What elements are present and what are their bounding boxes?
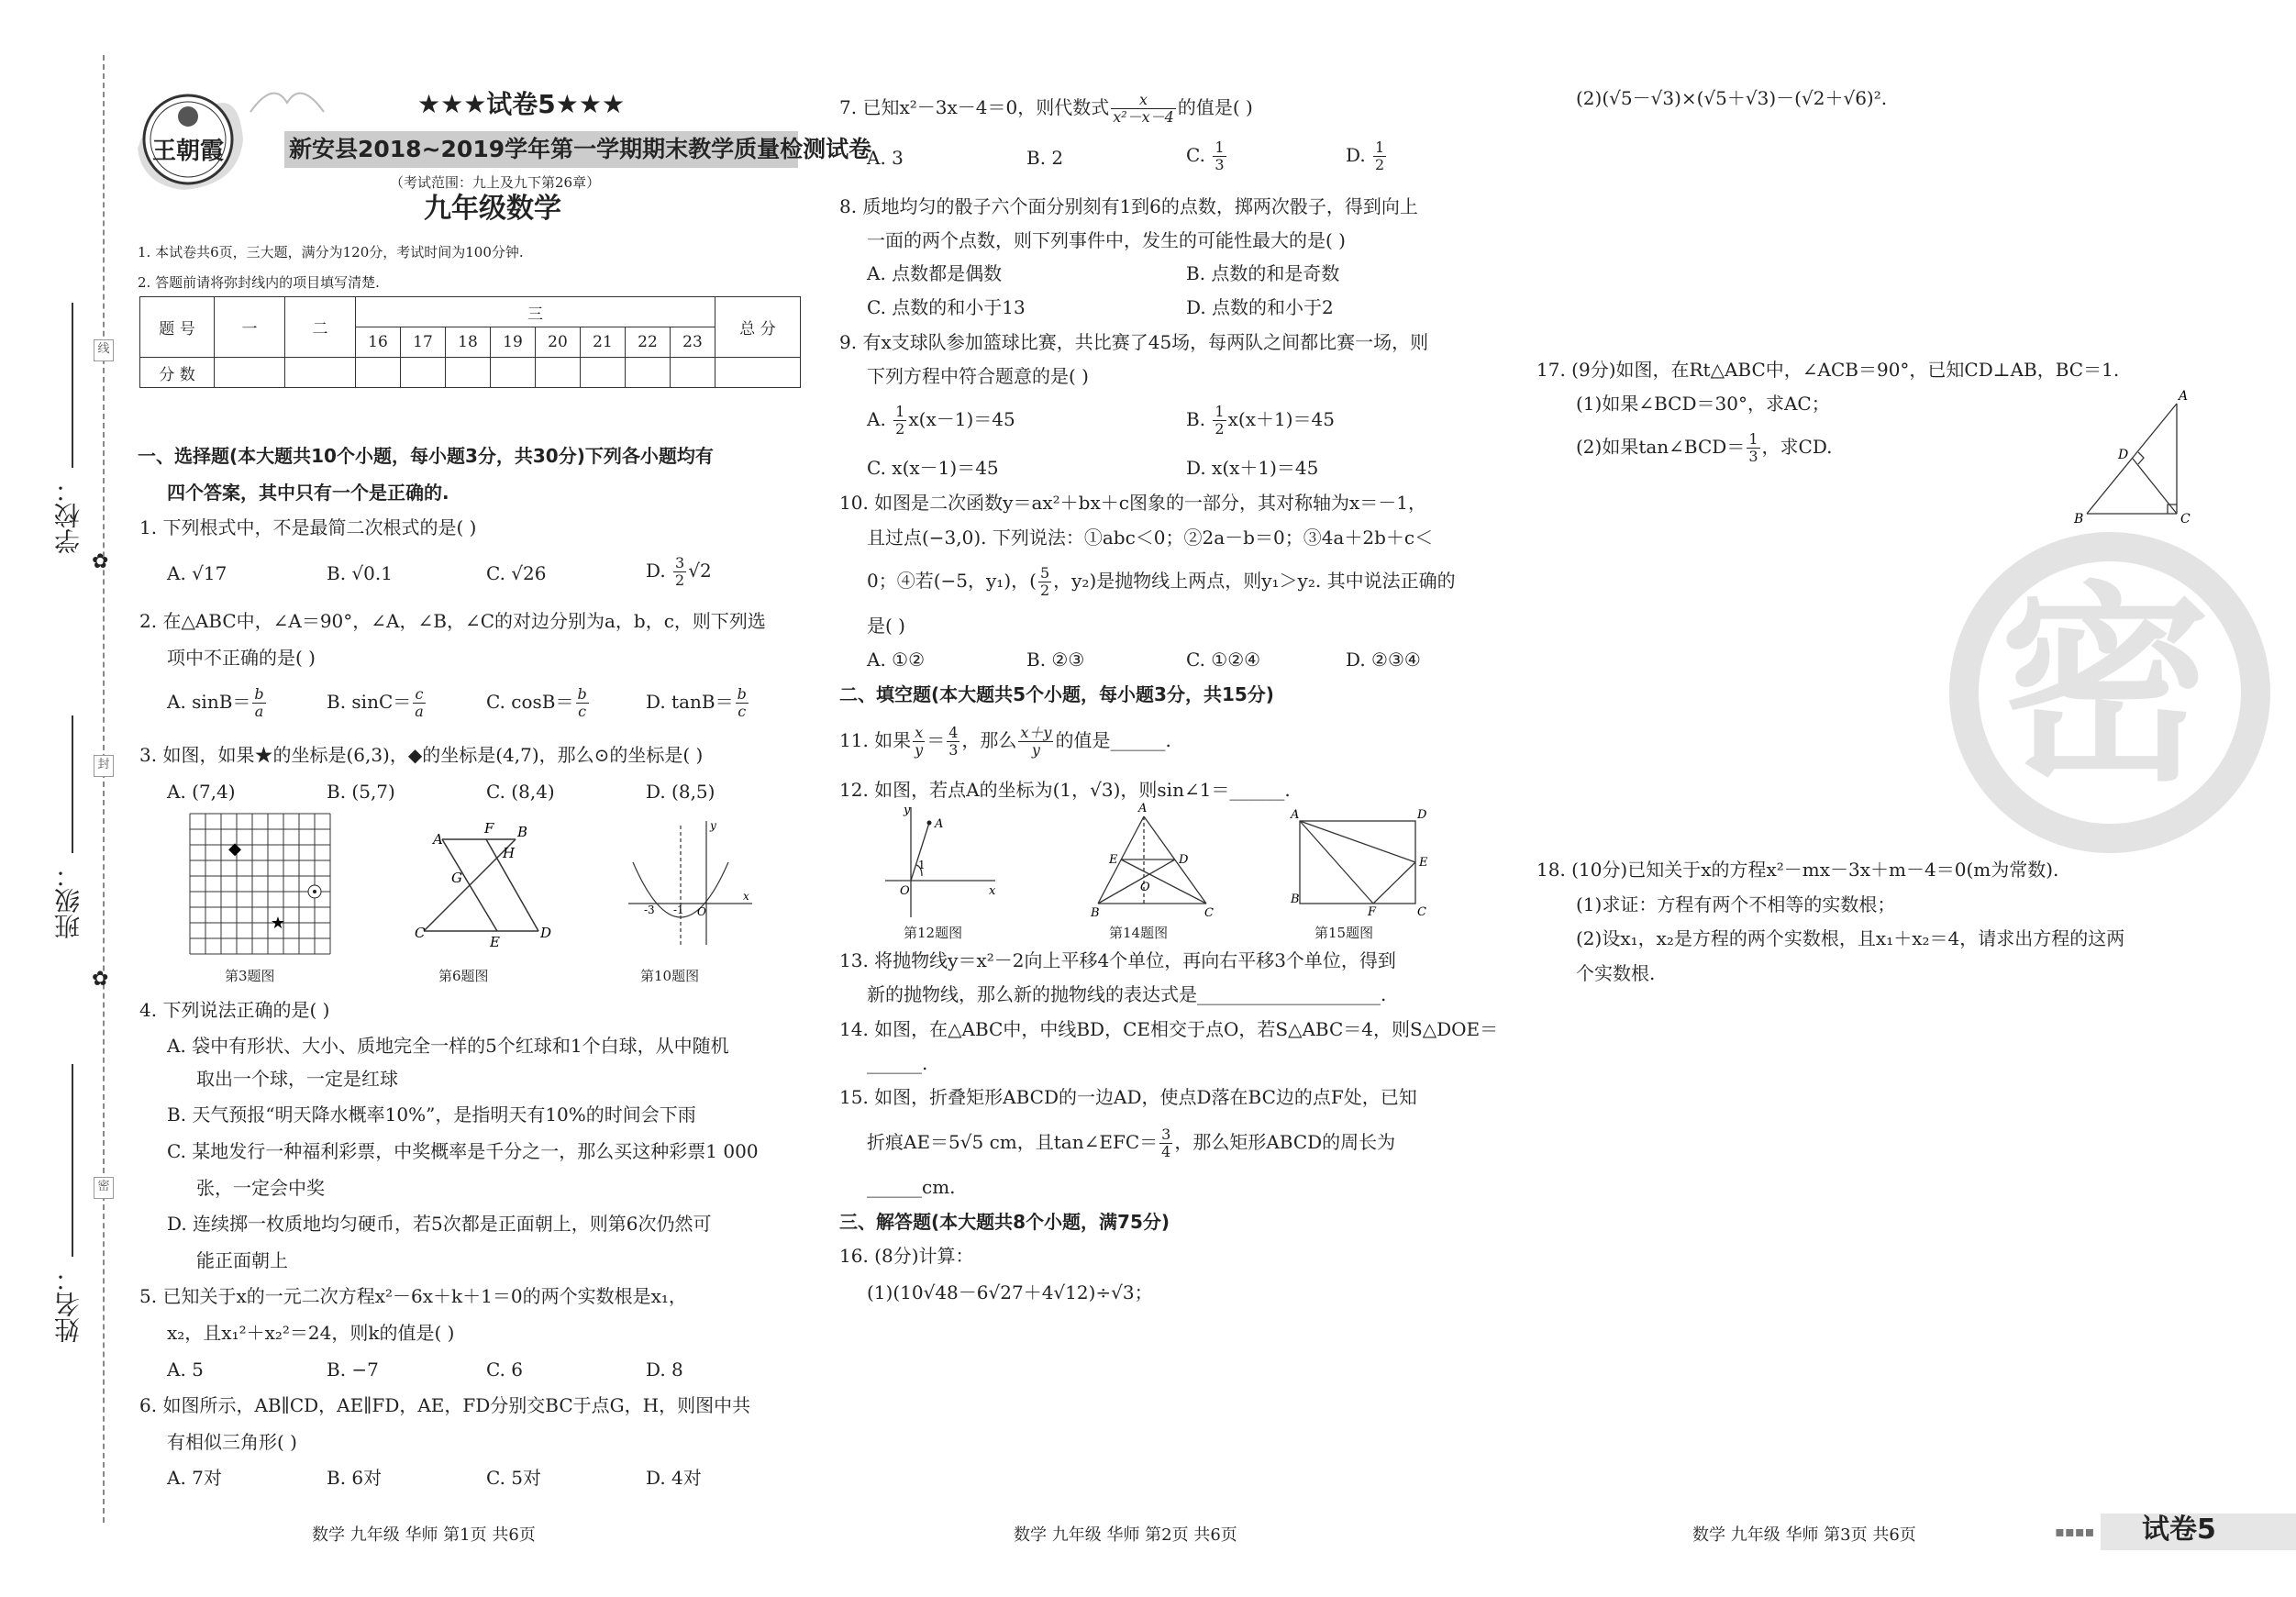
q1-option-a[interactable]: A. √17 xyxy=(167,562,227,584)
q8-option-d[interactable]: D. 点数的和小于2 xyxy=(1186,296,1334,318)
q9-option-d[interactable]: D. x(x＋1)＝45 xyxy=(1186,457,1319,479)
score-cell[interactable] xyxy=(581,358,626,388)
q9-option-b[interactable]: B. $\frac{1}{2}$ x(x＋1)＝45 xyxy=(1186,403,1335,438)
class-label: 班级： xyxy=(53,862,83,939)
q2-option-b[interactable]: B. sinC＝ $\frac{c}{a}$ xyxy=(327,685,424,720)
fig10-parabola xyxy=(624,816,761,958)
q14-stem: 14. 如图，在△ABC中，中线BD，CE相交于点O，若S△ABC＝4，则S△DOE＝ xyxy=(839,1018,1499,1040)
svg-text:E: E xyxy=(1109,853,1118,867)
q10-option-d[interactable]: D. ②③④ xyxy=(1346,649,1421,671)
q18-stem: 18. (10分)已知关于x的方程x²－mx－3x＋m－4＝0(m为常数). xyxy=(1536,859,2059,881)
footer-page2: 数学 九年级 华师 第2页 共6页 xyxy=(1014,1525,1237,1545)
score-subcol: 23 xyxy=(671,327,715,358)
svg-text:O: O xyxy=(697,905,706,918)
score-subcol: 21 xyxy=(581,327,626,358)
svg-text:B: B xyxy=(1091,906,1100,920)
fig14-triangle xyxy=(1087,803,1234,926)
binding-ornament-icon: ✿ xyxy=(92,968,109,991)
svg-text:x: x xyxy=(743,890,749,903)
score-subcol: 16 xyxy=(356,327,401,358)
fig12-caption: 第12题图 xyxy=(904,925,963,941)
fig3-caption: 第3题图 xyxy=(225,968,275,984)
q8-option-c[interactable]: C. 点数的和小于13 xyxy=(867,296,1026,318)
svg-text:A: A xyxy=(1291,808,1300,822)
q1-option-b[interactable]: B. √0.1 xyxy=(327,562,393,584)
q7-option-c[interactable]: C. $\frac{1}{3}$ xyxy=(1186,139,1225,173)
score-subcol: 17 xyxy=(401,327,446,358)
name-field[interactable] xyxy=(72,1064,73,1257)
school-label: 学校： xyxy=(53,477,83,554)
q10-option-a[interactable]: A. ①② xyxy=(867,649,926,671)
section3-heading: 三、解答题(本大题共8个小题，满75分) xyxy=(839,1211,1170,1233)
q7-stem: 7. 已知x²－3x－4＝0，则代数式 $\frac{x}{\text{x²－x－4}}$ 的值是( ) xyxy=(839,91,1253,126)
fig15-caption: 第15题图 xyxy=(1314,925,1374,941)
fig6-triangles xyxy=(415,816,561,958)
q10-option-b[interactable]: B. ②③ xyxy=(1026,649,1085,671)
q5-stem: 5. 已知关于x的一元二次方程x²－6x＋k＋1＝0的两个实数根是x₁， xyxy=(139,1285,687,1307)
q4-option-a-2: 取出一个球，一定是红球 xyxy=(196,1068,398,1090)
fig6-caption: 第6题图 xyxy=(438,968,489,984)
q8-option-b[interactable]: B. 点数的和是奇数 xyxy=(1186,262,1340,284)
q10-stem-4: 是( ) xyxy=(867,615,905,637)
svg-text:E: E xyxy=(1419,856,1428,870)
score-col-one: 一 xyxy=(215,297,285,358)
svg-text:B: B xyxy=(2074,512,2084,527)
q4-stem: 4. 下列说法正确的是( ) xyxy=(139,999,330,1021)
q4-option-c[interactable]: C. 某地发行一种福利彩票，中奖概率是千分之一，那么买这种彩票1 000 xyxy=(167,1140,759,1162)
fig15-rectangle xyxy=(1289,807,1436,921)
footer-page3: 数学 九年级 华师 第3页 共6页 xyxy=(1692,1525,1916,1545)
footer-page1: 数学 九年级 华师 第1页 共6页 xyxy=(312,1525,536,1545)
seal-feng: 封 xyxy=(94,755,114,777)
section1-heading-2: 四个答案，其中只有一个是正确的. xyxy=(167,482,449,504)
q10-stem-2: 且过点(−3,0). 下列说法：①abc＜0；②2a－b＝0；③4a＋2b＋c＜ xyxy=(867,527,1434,549)
svg-text:y: y xyxy=(710,819,716,832)
svg-text:G: G xyxy=(451,870,462,886)
svg-text:O: O xyxy=(1140,881,1150,894)
svg-text:C: C xyxy=(1204,906,1214,920)
svg-text:C: C xyxy=(415,925,426,941)
seal-xian: 线 xyxy=(94,339,114,361)
q17-stem: 17. (9分)如图，在Rt△ABC中，∠ACB＝90°，已知CD⊥AB，BC＝1. xyxy=(1536,359,2120,381)
svg-text:1: 1 xyxy=(918,859,926,871)
svg-text:y: y xyxy=(904,804,911,817)
q16-part2: (2)(√5－√3)×(√5＋√3)－(√2＋√6)². xyxy=(1576,87,1888,109)
seal-mi: 密 xyxy=(94,1177,114,1199)
footer-badge: 试卷5 xyxy=(2142,1514,2216,1546)
q6-option-b[interactable]: B. 6对 xyxy=(327,1467,383,1489)
q4-option-d-2: 能正面朝上 xyxy=(196,1249,288,1271)
q13-stem: 13. 将抛物线y＝x²－2向上平移4个单位，再向右平移3个单位，得到 xyxy=(839,949,1396,971)
svg-text:A: A xyxy=(433,831,443,848)
q5-option-a[interactable]: A. 5 xyxy=(167,1359,204,1381)
q8-stem: 8. 质地均匀的骰子六个面分别刻有1到6的点数，掷两次骰子，得到向上 xyxy=(839,195,1418,217)
score-cell[interactable] xyxy=(285,358,356,388)
ribbon-decoration-icon xyxy=(246,75,328,130)
q1-stem: 1. 下列根式中，不是最简二次根式的是( ) xyxy=(139,516,477,538)
svg-text:A: A xyxy=(1138,803,1148,815)
q6-option-d[interactable]: D. 4对 xyxy=(646,1467,702,1489)
q4-option-a[interactable]: A. 袋中有形状、大小、质地完全一样的5个红球和1个白球，从中随机 xyxy=(167,1035,729,1057)
score-table xyxy=(139,296,801,388)
score-cell[interactable] xyxy=(491,358,536,388)
score-cell[interactable] xyxy=(401,358,446,388)
note-1: 1. 本试卷共6页，三大题，满分为120分，考试时间为100分钟. xyxy=(138,244,524,261)
q5-stem-2: x₂，且x₁²＋x₂²＝24，则k的值是( ) xyxy=(167,1322,455,1344)
score-row-label: 分 数 xyxy=(140,358,215,388)
svg-text:D: D xyxy=(2118,448,2129,462)
q18-part2: (2)设x₁，x₂是方程的两个实数根，且x₁＋x₂＝4，请求出方程的这两 xyxy=(1576,927,2125,949)
q18-part1: (1)求证：方程有两个不相等的实数根； xyxy=(1576,893,1896,915)
score-cell[interactable] xyxy=(715,358,801,388)
q11-stem: 11. 如果 $\frac{x}{y}$ ＝ $\frac{4}{3}$ ，那么 $\frac{x+y}{y}$ 的值是______. xyxy=(839,724,1171,759)
score-cell[interactable] xyxy=(671,358,715,388)
brand-logo xyxy=(128,75,248,194)
q1-option-d[interactable]: D. $\frac{3}{2}$ √2 xyxy=(646,554,712,589)
q5-option-d[interactable]: D. 8 xyxy=(646,1359,683,1381)
svg-text:H: H xyxy=(503,845,516,861)
watermark-text: 密 xyxy=(2000,565,2212,810)
svg-text:A: A xyxy=(935,817,944,831)
q3-option-a[interactable]: A. (7,4) xyxy=(167,781,236,803)
school-field[interactable] xyxy=(72,303,73,468)
q6-option-a[interactable]: A. 7对 xyxy=(167,1467,222,1489)
svg-text:◆: ◆ xyxy=(228,839,241,859)
badge-dots-icon: ▪▪▪▪ xyxy=(2055,1523,2095,1540)
q4-option-b[interactable]: B. 天气预报“明天降水概率10%”，是指明天有10%的时间会下雨 xyxy=(167,1103,696,1126)
score-table-header: 题 号 xyxy=(140,297,215,358)
q5-option-b[interactable]: B. −7 xyxy=(327,1359,379,1381)
q2-stem: 2. 在△ABC中，∠A＝90°，∠A，∠B，∠C的对边分别为a，b，c，则下列选 xyxy=(139,610,766,632)
q13-stem-2: 新的抛物线，那么新的抛物线的表达式是____________________. xyxy=(867,983,1387,1005)
q2-option-d[interactable]: D. tanB＝ $\frac{b}{c}$ xyxy=(646,685,747,720)
section2-heading: 二、填空题(本大题共5个小题，每小题3分，共15分) xyxy=(839,683,1274,705)
score-col-total: 总 分 xyxy=(715,297,801,358)
q8-stem-2: 一面的两个点数，则下列事件中，发生的可能性最大的是( ) xyxy=(867,229,1346,251)
svg-text:D: D xyxy=(1179,853,1189,867)
q2-option-c[interactable]: C. cosB＝ $\frac{b}{c}$ xyxy=(486,685,587,720)
svg-text:O: O xyxy=(900,884,910,898)
q10-stem-3: 0；④若(−5，y₁)，( $\frac{5}{2}$ ，y₂)是抛物线上两点，则y₁＞y₂. 其中说法正确的 xyxy=(867,564,1456,599)
q9-stem-2: 下列方程中符合题意的是( ) xyxy=(867,365,1089,387)
svg-text:E: E xyxy=(490,934,500,950)
score-subcol: 20 xyxy=(536,327,581,358)
q4-option-c-2: 张，一定会中奖 xyxy=(196,1177,325,1199)
exam-title: 新安县2018~2019学年第一学期期末教学质量检测试卷 xyxy=(289,136,872,162)
q4-option-d[interactable]: D. 连续掷一枚质地均匀硬币，若5次都是正面朝上，则第6次仍然可 xyxy=(167,1213,712,1235)
q15-stem: 15. 如图，折叠矩形ABCD的一边AD，使点D落在BC边的点F处，已知 xyxy=(839,1086,1417,1108)
q2-stem-2: 项中不正确的是( ) xyxy=(167,647,316,669)
q14-stem-2: ______. xyxy=(867,1052,928,1074)
fig17-right-triangle xyxy=(2069,385,2206,536)
q7-option-d[interactable]: D. $\frac{1}{2}$ xyxy=(1346,139,1385,173)
score-subcol: 19 xyxy=(491,327,536,358)
svg-text:-1: -1 xyxy=(673,904,684,916)
q3-option-c[interactable]: C. (8,4) xyxy=(486,781,555,803)
q16-stem: 16. (8分)计算： xyxy=(839,1245,974,1267)
name-label: 姓名： xyxy=(53,1266,83,1343)
svg-text:F: F xyxy=(484,820,494,837)
fig3-grid xyxy=(188,812,335,962)
svg-text:-3: -3 xyxy=(644,904,655,916)
score-subcol: 18 xyxy=(446,327,491,358)
logo-text: 王朝霞 xyxy=(152,138,225,165)
q17-part1: (1)如果∠BCD＝30°，求AC； xyxy=(1576,393,1830,415)
q3-option-b[interactable]: B. (5,7) xyxy=(327,781,395,803)
q10-option-c[interactable]: C. ①②④ xyxy=(1186,649,1261,671)
score-cell[interactable] xyxy=(446,358,491,388)
q15-stem-3: ______cm. xyxy=(867,1176,956,1198)
q6-stem-2: 有相似三角形( ) xyxy=(167,1431,297,1453)
q10-stem: 10. 如图是二次函数y＝ax²＋bx＋c图象的一部分，其对称轴为x＝－1， xyxy=(839,492,1426,514)
q12-stem: 12. 如图，若点A的坐标为(1，√3)，则sin∠1＝______. xyxy=(839,779,1291,801)
paper-label: ★★★试卷5★★★ xyxy=(417,89,626,119)
binding-line xyxy=(103,55,105,1523)
svg-text:A: A xyxy=(2179,389,2189,404)
svg-text:C: C xyxy=(1417,905,1426,917)
score-cell[interactable] xyxy=(536,358,581,388)
subject-title: 九年级数学 xyxy=(424,193,561,225)
fig14-caption: 第14题图 xyxy=(1109,925,1169,941)
q2-option-a[interactable]: A. sinB＝ $\frac{b}{a}$ xyxy=(167,685,264,720)
svg-text:B: B xyxy=(1291,893,1300,906)
score-cell[interactable] xyxy=(215,358,285,388)
q3-stem: 3. 如图，如果★的坐标是(6,3)，◆的坐标是(4,7)，那么⊙的坐标是( ) xyxy=(139,744,704,766)
q9-option-c[interactable]: C. x(x－1)＝45 xyxy=(867,457,999,479)
section1-heading: 一、选择题(本大题共10个小题，每小题3分，共30分)下列各小题均有 xyxy=(138,445,714,467)
fig10-caption: 第10题图 xyxy=(640,968,700,984)
score-col-two: 二 xyxy=(285,297,356,358)
svg-text:B: B xyxy=(517,824,528,840)
q6-stem: 6. 如图所示，AB∥CD，AE∥FD，AE，FD分别交BC于点G，H，则图中共 xyxy=(139,1394,751,1416)
q17-part2: (2)如果tan∠BCD＝ $\frac{1}{3}$ ，求CD. xyxy=(1576,430,1833,465)
svg-text:F: F xyxy=(1368,905,1377,917)
q6-option-c[interactable]: C. 5对 xyxy=(486,1467,542,1489)
q18-part2-2: 个实数根. xyxy=(1576,962,1656,984)
q9-option-a[interactable]: A. $\frac{1}{2}$ x(x－1)＝45 xyxy=(867,403,1015,438)
class-field[interactable] xyxy=(72,715,73,853)
binding-ornament-icon: ✿ xyxy=(92,550,109,573)
q5-option-c[interactable]: C. 6 xyxy=(486,1359,524,1381)
score-cell[interactable] xyxy=(626,358,671,388)
q9-stem: 9. 有x支球队参加篮球比赛，共比赛了45场，每两队之间都比赛一场，则 xyxy=(839,331,1429,353)
q7-option-a[interactable]: A. 3 xyxy=(867,147,904,169)
score-col-three: 三 xyxy=(356,297,715,327)
q8-option-a[interactable]: A. 点数都是偶数 xyxy=(867,262,1003,284)
q15-stem-2: 折痕AE＝5√5 cm，且tan∠EFC＝ $\frac{3}{4}$ ，那么矩形ABCD的周长为 xyxy=(867,1126,1396,1160)
q1-option-c[interactable]: C. √26 xyxy=(486,562,547,584)
q16-part1: (1)(10√48－6√27＋4√12)÷√3； xyxy=(867,1281,1153,1303)
score-cell[interactable] xyxy=(356,358,401,388)
q3-option-d[interactable]: D. (8,5) xyxy=(646,781,715,803)
note-2: 2. 答题前请将弥封线内的项目填写清楚. xyxy=(138,274,380,291)
fig12-angle xyxy=(876,803,1004,926)
svg-text:D: D xyxy=(1417,808,1427,822)
svg-text:★: ★ xyxy=(270,914,286,933)
score-subcol: 22 xyxy=(626,327,671,358)
q7-option-b[interactable]: B. 2 xyxy=(1026,147,1064,169)
svg-text:C: C xyxy=(2180,512,2191,527)
svg-text:x: x xyxy=(989,884,996,898)
exam-scope: （考试范围：九上及九下第26章） xyxy=(390,174,601,191)
svg-text:D: D xyxy=(540,925,552,941)
